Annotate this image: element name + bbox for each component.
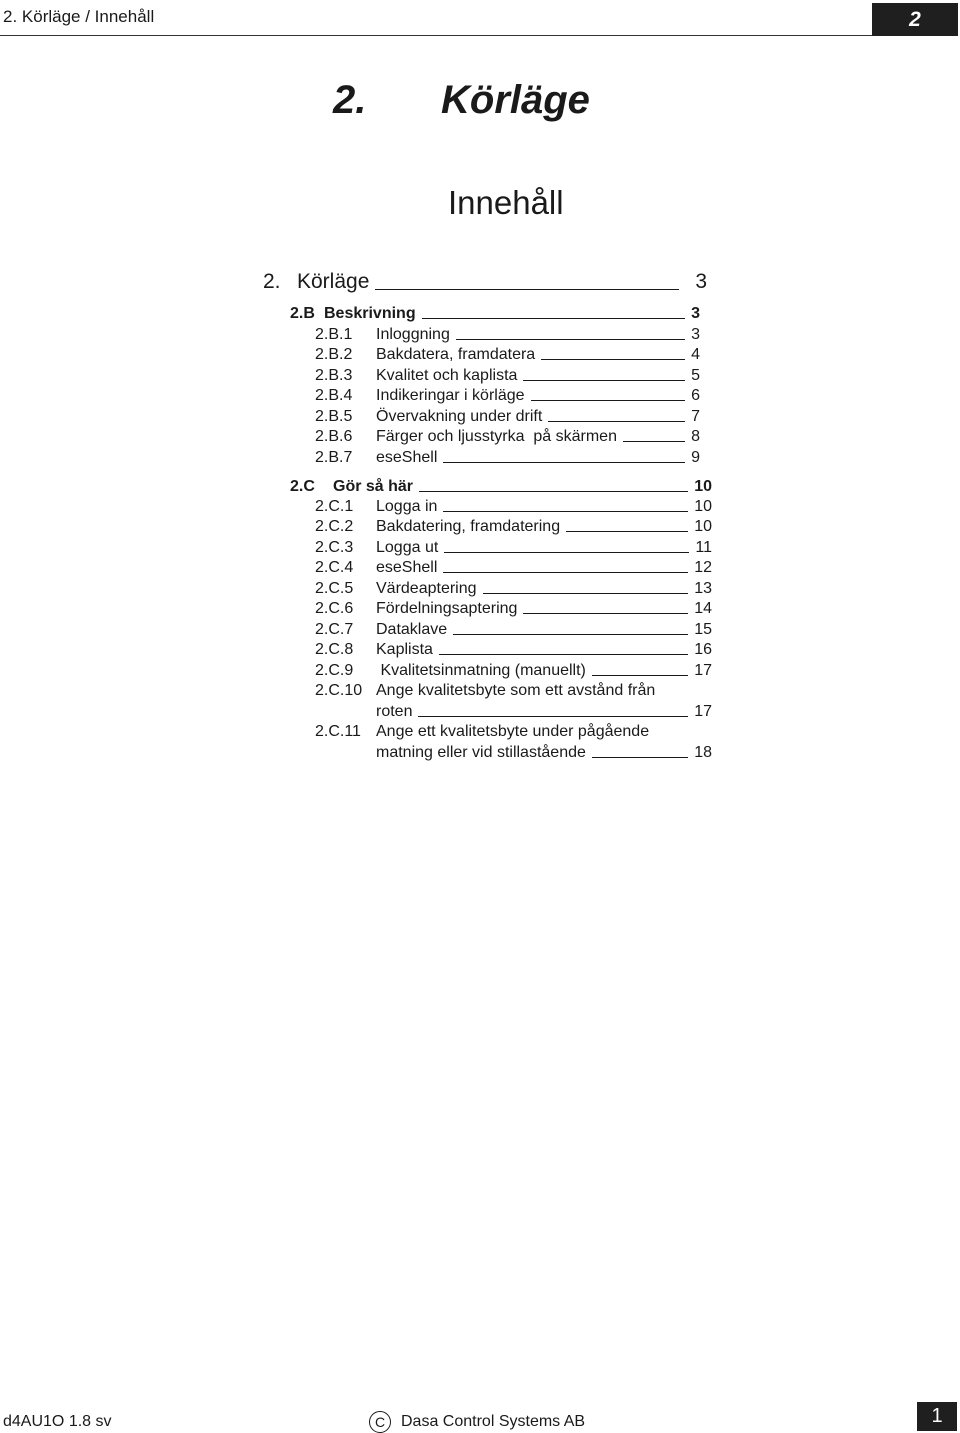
toc-entry-page: 16 (694, 641, 712, 658)
toc-entry-page: 10 (694, 518, 712, 535)
toc-entry-label: Värdeaptering (376, 580, 477, 597)
toc-entry-page: 3 (691, 326, 700, 343)
toc-entry-number: 2.B.1 (315, 326, 353, 343)
toc-leader-line (548, 421, 685, 422)
toc-leader-line (483, 593, 689, 594)
toc-entry-page: 4 (691, 346, 700, 363)
toc-entry-number: 2.C.5 (315, 580, 354, 597)
toc-entry-number: 2.B.7 (315, 449, 353, 466)
toc-leader-line (456, 339, 685, 340)
toc-entry-label: Kvalitetsinmatning (manuellt) (376, 662, 586, 679)
toc-entry-label: Kaplista (376, 641, 433, 658)
toc-entry-page: 17 (694, 662, 712, 679)
toc-entry-number: 2.C.7 (315, 621, 354, 638)
document-id: d4AU1O 1.8 sv (3, 1413, 112, 1430)
toc-entry-page: 11 (695, 539, 712, 556)
toc-entry-2c8[interactable] (315, 641, 712, 659)
toc-leader-line (444, 552, 689, 553)
toc-leader-line (375, 289, 679, 290)
toc-entry-number: 2.C.6 (315, 600, 354, 617)
toc-entry-2c2[interactable] (315, 518, 712, 536)
toc-leader-line (523, 380, 685, 381)
toc-leader-line (566, 531, 688, 532)
toc-entry-number: 2.C.2 (315, 518, 354, 535)
toc-entry-label: Indikeringar i körläge (376, 387, 525, 404)
toc-entry-2c7[interactable] (315, 621, 712, 639)
chapter-number-badge: 2 (872, 3, 958, 36)
contents-heading: Innehåll (448, 184, 564, 221)
toc-entry-page: 3 (691, 305, 700, 322)
toc-entry-page: 6 (691, 387, 700, 404)
toc-entry-number: 2.C.1 (315, 498, 354, 515)
toc-entry-number: 2.C.10 (315, 682, 363, 699)
toc-entry-page: 10 (694, 498, 712, 515)
toc-entry-page: 17 (694, 703, 712, 720)
toc-leader-line (592, 675, 688, 676)
toc-leader-line (419, 491, 688, 492)
header-divider (0, 35, 872, 36)
toc-entry-number: 2.C (290, 478, 315, 495)
toc-entry-label: eseShell (376, 559, 438, 576)
toc-entry-page: 3 (695, 270, 707, 293)
toc-entry-number: 2.B.5 (315, 408, 353, 425)
toc-entry-page: 18 (694, 744, 712, 761)
toc-entry-2b4[interactable] (315, 387, 700, 405)
toc-entry-2c10-cont[interactable] (376, 703, 712, 721)
toc-entry-2c9[interactable] (315, 662, 712, 680)
toc-entry-label: Kvalitet och kaplista (376, 367, 518, 384)
toc-entry-label: Dataklave (376, 621, 448, 638)
toc-entry-number: 2.C.11 (315, 723, 361, 740)
toc-entry-2c4[interactable] (315, 559, 712, 577)
header-breadcrumb: 2. Körläge / Innehåll (3, 7, 155, 26)
toc-entry-number: 2.B (290, 305, 315, 322)
toc-entry-label: Övervakning under drift (376, 408, 543, 425)
toc-entry-page: 8 (691, 428, 700, 445)
toc-entry-label-line2: matning eller vid stillastående (376, 744, 586, 761)
toc-entry-2b2[interactable] (315, 346, 700, 364)
chapter-title-text: Körläge (441, 78, 590, 122)
toc-leader-line (623, 441, 685, 442)
company-name: Dasa Control Systems AB (401, 1413, 586, 1430)
toc-entry-label: Färger och ljusstyrka på skärmen (376, 428, 617, 445)
toc-entry-2c10[interactable] (315, 682, 712, 700)
toc-entry-2c6[interactable] (315, 600, 712, 618)
toc-entry-label: Beskrivning (324, 305, 416, 322)
toc-entry-page: 5 (691, 367, 700, 384)
toc-entry-page: 7 (691, 408, 700, 425)
toc-entry-label-line1: Ange kvalitetsbyte som ett avstånd från (376, 682, 656, 699)
toc-leader-line (443, 462, 685, 463)
toc-leader-line (592, 757, 688, 758)
toc-entry-number: 2.B.3 (315, 367, 353, 384)
toc-entry-2c1[interactable] (315, 498, 712, 516)
toc-entry-2c11[interactable] (315, 723, 712, 741)
toc-entry-page: 12 (694, 559, 712, 576)
toc-entry-label: eseShell (376, 449, 438, 466)
toc-entry-2b6[interactable] (315, 428, 700, 446)
toc-entry-number: 2.B.2 (315, 346, 353, 363)
toc-leader-line (439, 654, 688, 655)
toc-entry-page: 10 (694, 478, 712, 495)
toc-entry-2c11-cont[interactable] (376, 744, 712, 762)
chapter-title (333, 78, 590, 123)
toc-entry-number: 2.C.8 (315, 641, 354, 658)
toc-entry-2b7[interactable] (315, 449, 700, 467)
toc-entry-page: 13 (694, 580, 712, 597)
toc-entry-2c3[interactable] (315, 539, 712, 557)
toc-entry-label: Fördelningsaptering (376, 600, 518, 617)
toc-entry-label: Logga ut (376, 539, 439, 556)
toc-leader-line (443, 572, 688, 573)
toc-entry-number: 2. (263, 270, 281, 293)
page-number-badge: 1 (917, 1402, 957, 1431)
toc-entry-label-line1: Ange ett kvalitetsbyte under pågående (376, 723, 650, 740)
toc-entry-label: Bakdatering, framdatering (376, 518, 561, 535)
toc-entry-number: 2.C.9 (315, 662, 354, 679)
toc-entry-label: Gör så här (333, 478, 414, 495)
toc-entry-number: 2.C.3 (315, 539, 354, 556)
toc-entry-label: Inloggning (376, 326, 450, 343)
toc-section-b[interactable] (290, 305, 700, 323)
toc-leader-line (541, 359, 685, 360)
toc-entry-page: 14 (694, 600, 712, 617)
toc-entry-page: 15 (694, 621, 712, 638)
toc-leader-line (418, 716, 688, 717)
toc-entry-number: 2.B.6 (315, 428, 353, 445)
toc-entry-2b3[interactable] (315, 367, 700, 385)
toc-entry-page: 9 (691, 449, 700, 466)
copyright-notice (369, 1411, 585, 1433)
toc-entry-label-line2: roten (376, 703, 413, 720)
toc-leader-line (453, 634, 688, 635)
toc-leader-line (422, 318, 686, 319)
toc-entry-2c5[interactable] (315, 580, 712, 598)
toc-entry-label: Bakdatera, framdatera (376, 346, 536, 363)
copyright-icon: C (369, 1411, 391, 1433)
toc-leader-line (443, 511, 688, 512)
toc-section-c[interactable] (290, 478, 712, 496)
toc-entry-label: Logga in (376, 498, 438, 515)
toc-entry-label: Körläge (297, 270, 370, 293)
toc-entry-number: 2.C.4 (315, 559, 354, 576)
toc-entry-2b5[interactable] (315, 408, 700, 426)
toc-leader-line (531, 400, 686, 401)
toc-entry-2b1[interactable] (315, 326, 700, 344)
toc-entry-number: 2.B.4 (315, 387, 353, 404)
chapter-title-number: 2. (333, 78, 367, 122)
toc-chapter-entry[interactable] (263, 270, 707, 294)
toc-leader-line (523, 613, 688, 614)
